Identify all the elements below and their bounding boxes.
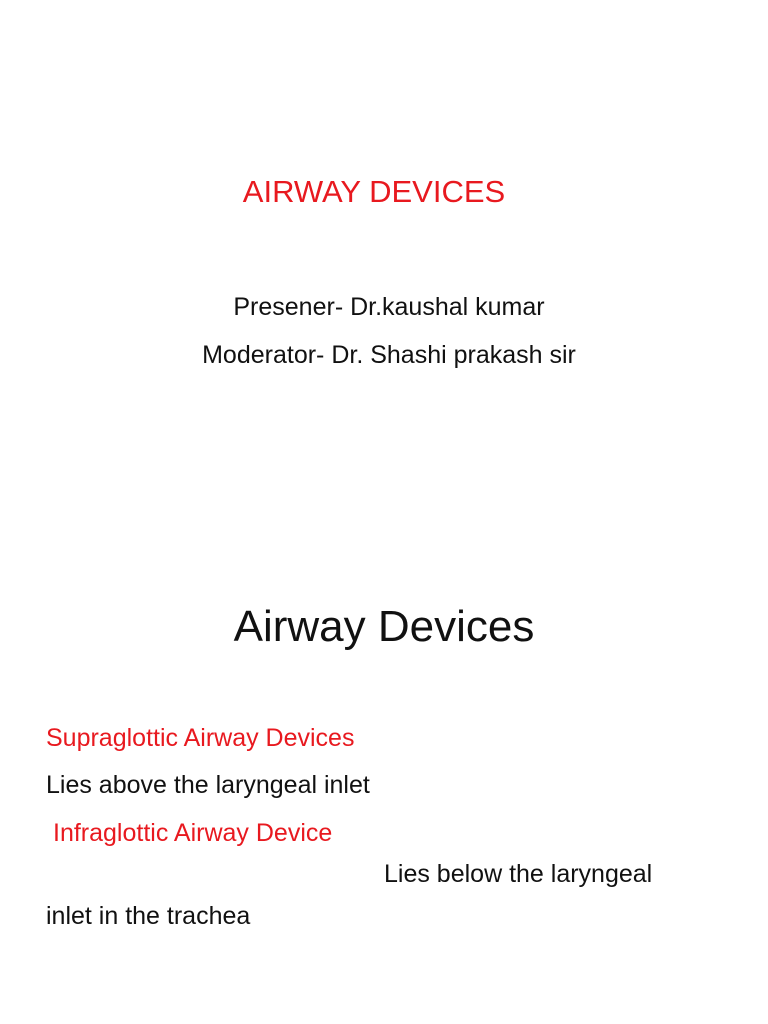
- infraglottic-heading: Infraglottic Airway Device: [53, 819, 333, 847]
- slide-1-title: AIRWAY DEVICES: [242, 174, 506, 209]
- slide-2: [0, 512, 768, 1024]
- moderator-line: Moderator- Dr. Shashi prakash sir: [202, 341, 576, 369]
- presenter-line: Presener- Dr.kaushal kumar: [233, 293, 545, 321]
- infraglottic-description-line-2: inlet in the trachea: [46, 902, 251, 930]
- supraglottic-heading: Supraglottic Airway Devices: [46, 724, 355, 752]
- infraglottic-description-line-1: Lies below the laryngeal: [384, 860, 653, 888]
- slide-2-title: Airway Devices: [233, 602, 535, 651]
- supraglottic-description: Lies above the laryngeal inlet: [46, 771, 370, 799]
